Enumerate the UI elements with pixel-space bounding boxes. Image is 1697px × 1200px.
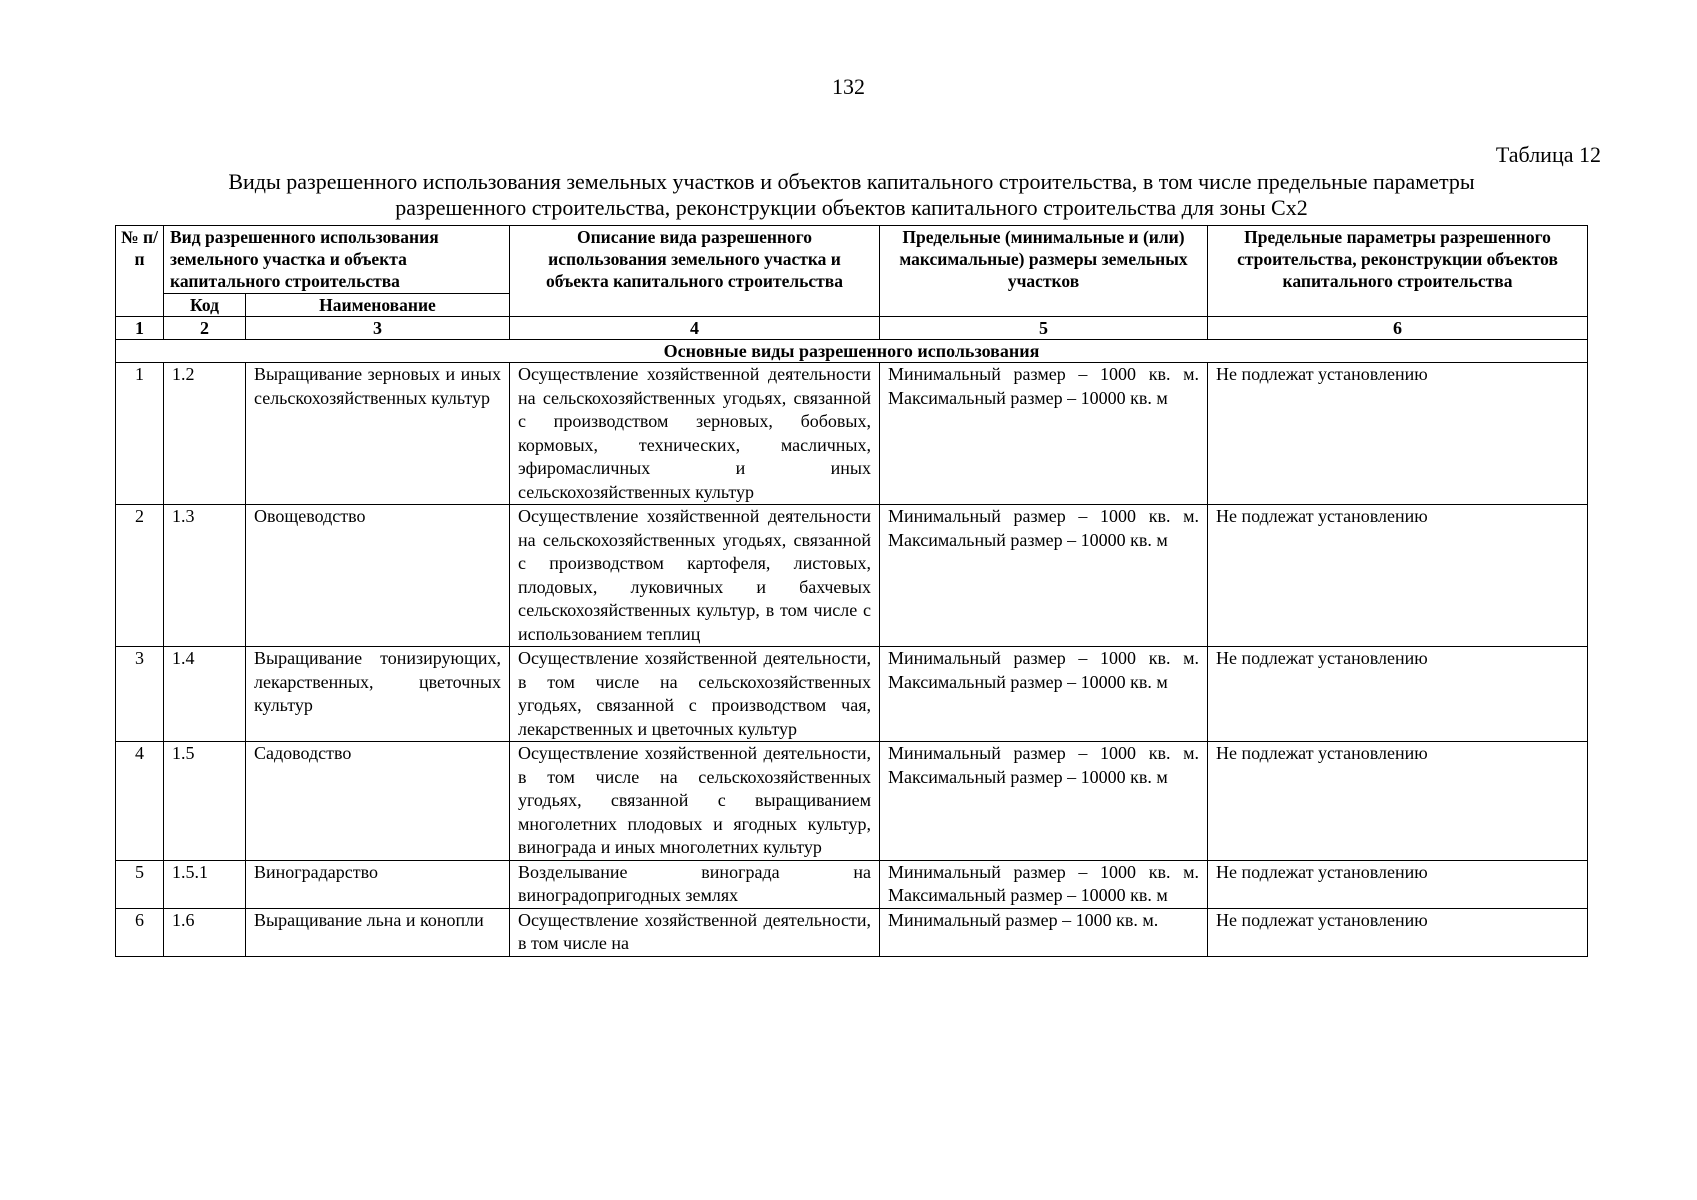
row-description: Осуществление хозяйственной деятельности, в том числе на сельскохозяйственных угодьях, связанной с выращиванием многолетних плодовых и ягодных культур, винограда и иных многолетних культур <box>510 742 880 861</box>
row-description: Осуществление хозяйственной деятельности на сельскохозяйственных угодьях, связанной с производством зерновых, бобовых, кормовых, технических, масличных, эфиромасличных и иных сельскохозяйственных культур <box>510 363 880 505</box>
row-description: Осуществление хозяйственной деятельности, в том числе на <box>510 908 880 956</box>
row-code: 1.3 <box>164 505 246 647</box>
header-vid-group: Вид разрешенного использования земельного участка и объекта капитального строительства <box>164 226 510 294</box>
row-name: Выращивание зерновых и иных сельскохозяйственных культур <box>246 363 510 505</box>
title-line-2: разрешенного строительства, реконструкции объектов капитального строительства для зоны Сх2 <box>395 195 1308 220</box>
row-code: 1.5 <box>164 742 246 861</box>
section-row <box>116 340 1588 363</box>
row-num: 6 <box>116 908 164 956</box>
table-row <box>116 505 1588 647</box>
row-description: Осуществление хозяйственной деятельности, в том числе на сельскохозяйственных угодьях, связанной с производством чая, лекарственных и цветочных культур <box>510 647 880 742</box>
column-number: 2 <box>164 317 246 340</box>
row-code: 1.4 <box>164 647 246 742</box>
row-num: 3 <box>116 647 164 742</box>
row-num: 1 <box>116 363 164 505</box>
column-number: 3 <box>246 317 510 340</box>
header-name: Наименование <box>246 294 510 317</box>
row-params: Не подлежат установлению <box>1208 647 1588 742</box>
row-params: Не подлежат установлению <box>1208 908 1588 956</box>
column-number: 6 <box>1208 317 1588 340</box>
table-title <box>115 169 1588 221</box>
section-title: Основные виды разрешенного использования <box>116 340 1588 363</box>
page-number: 132 <box>832 74 865 99</box>
row-code: 1.2 <box>164 363 246 505</box>
land-use-table <box>115 225 1588 957</box>
column-number: 5 <box>880 317 1208 340</box>
row-params: Не подлежат установлению <box>1208 860 1588 908</box>
table-label: Таблица 12 <box>1495 142 1601 167</box>
table-row <box>116 742 1588 861</box>
row-params: Не подлежат установлению <box>1208 363 1588 505</box>
column-numbers-row <box>116 317 1588 340</box>
row-code: 1.5.1 <box>164 860 246 908</box>
row-name: Овощеводство <box>246 505 510 647</box>
header-description: Описание вида разрешенного использования земельного участка и объекта капитального строительства <box>510 226 880 317</box>
header-code: Код <box>164 294 246 317</box>
row-description: Осуществление хозяйственной деятельности на сельскохозяйственных угодьях, связанной с производством картофеля, листовых, плодовых, луковичных и бахчевых сельскохозяйственных культур, в том числе с использованием теплиц <box>510 505 880 647</box>
table-row <box>116 908 1588 956</box>
row-sizes: Минимальный размер – 1000 кв. м. Максимальный размер – 10000 кв. м <box>880 860 1208 908</box>
header-params: Предельные параметры разрешенного строительства, реконструкции объектов капитального строительства <box>1208 226 1588 317</box>
column-number: 4 <box>510 317 880 340</box>
column-number: 1 <box>116 317 164 340</box>
row-name: Выращивание льна и конопли <box>246 908 510 956</box>
row-name: Виноградарство <box>246 860 510 908</box>
row-sizes: Минимальный размер – 1000 кв. м. Максимальный размер – 10000 кв. м <box>880 647 1208 742</box>
row-params: Не подлежат установлению <box>1208 742 1588 861</box>
row-name: Выращивание тонизирующих, лекарственных, цветочных культур <box>246 647 510 742</box>
header-sizes: Предельные (минимальные и (или) максимальные) размеры земельных участков <box>880 226 1208 317</box>
row-code: 1.6 <box>164 908 246 956</box>
row-num: 4 <box>116 742 164 861</box>
row-sizes: Минимальный размер – 1000 кв. м. Максимальный размер – 10000 кв. м <box>880 505 1208 647</box>
table-row <box>116 860 1588 908</box>
table-row <box>116 363 1588 505</box>
table-row <box>116 647 1588 742</box>
row-params: Не подлежат установлению <box>1208 505 1588 647</box>
title-line-1: Виды разрешенного использования земельных участков и объектов капитального строительства, в том числе предельные параметры <box>228 169 1475 194</box>
row-num: 5 <box>116 860 164 908</box>
header-num: № п/п <box>116 226 164 317</box>
row-num: 2 <box>116 505 164 647</box>
row-sizes: Минимальный размер – 1000 кв. м. Максимальный размер – 10000 кв. м <box>880 363 1208 505</box>
row-sizes: Минимальный размер – 1000 кв. м. Максимальный размер – 10000 кв. м <box>880 742 1208 861</box>
row-name: Садоводство <box>246 742 510 861</box>
row-sizes: Минимальный размер – 1000 кв. м. <box>880 908 1208 956</box>
row-description: Возделывание винограда на виноградопригодных землях <box>510 860 880 908</box>
